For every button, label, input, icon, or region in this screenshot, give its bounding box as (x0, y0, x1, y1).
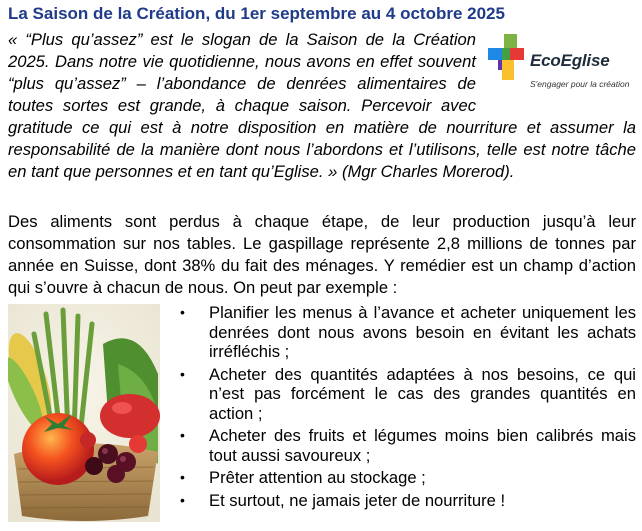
tip-text: Acheter des quantités adaptées à nos besoins, ce qui n’est pas forcément le cas des grandes quantités en action ; (209, 364, 636, 423)
body-paragraph: Des aliments sont perdus à chaque étape, de leur production jusqu’à leur consommation sur nos tables. Le gaspillage représente 2,8 millions de tonnes par année en Suisse, dont 38% du fait des ménages. Y remédier est un champ d’action qui s’ouvre à chacun de nous. On peut par exemple : (8, 212, 636, 297)
bullet-icon: • (180, 365, 185, 382)
ecoeglise-cross-icon (484, 30, 530, 90)
page-title: La Saison de la Création, du 1er septembre au 4 octobre 2025 (8, 4, 505, 23)
quote-block (8, 29, 636, 183)
bullet-icon: • (180, 469, 185, 485)
list-item (180, 303, 636, 362)
list-item (180, 491, 636, 511)
logo-name: EcoEglise (530, 51, 610, 70)
ecoeglise-logo (484, 30, 636, 104)
bullet-icon: • (180, 427, 185, 443)
bullet-icon: • (180, 304, 185, 320)
vegetable-basket-image (8, 304, 160, 522)
tip-text: Acheter des fruits et légumes moins bien calibrés mais tout aussi savoureux ; (209, 426, 636, 465)
tip-text: Et surtout, ne jamais jeter de nourriture ! (209, 490, 506, 510)
bullet-icon: • (180, 491, 185, 508)
tip-text: Planifier les menus à l’avance et acheter uniquement les denrées dont nous avons besoin en évitant les achats irréfléchis ; (209, 303, 636, 361)
list-item (180, 426, 636, 465)
quote-text: « “Plus qu’assez” est le slogan de la Saison de la Création 2025. Dans notre vie quotidienne, nous avons en effet souvent “plus qu’assez” – l’abondance de denrées alimentaires de toutes sortes est grande, à chaque saison. Percevoir avec gratitude ce qui est à notre disposition en matière de nourriture et assumer la responsabilité de la manière dont nous l’abordons et l’utilisons, telle est notre tâche en tant que personnes et en tant qu’Eglise. » (Mgr Charles Morerod). (8, 30, 636, 181)
list-item (180, 468, 636, 488)
tips-list (180, 303, 636, 513)
list-item (180, 365, 636, 424)
tip-text: Prêter attention au stockage ; (209, 468, 426, 487)
logo-tagline: S'engager pour la création (530, 79, 630, 89)
